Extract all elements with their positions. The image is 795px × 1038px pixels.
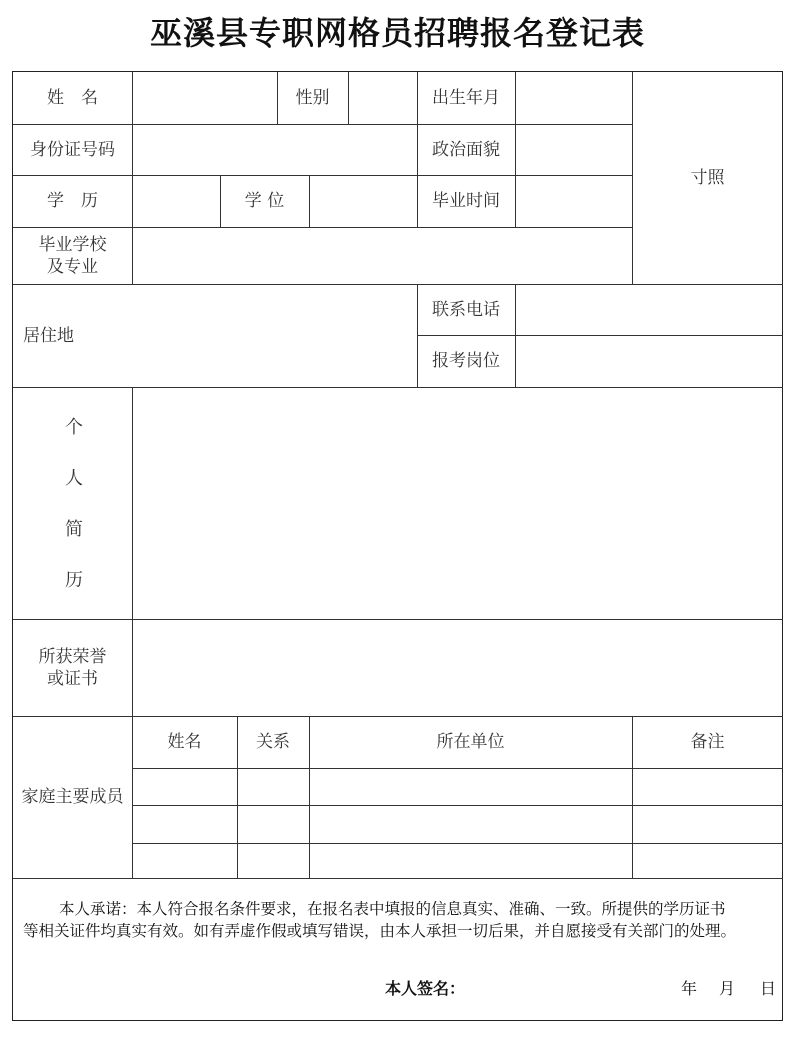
- date-month: 月: [719, 979, 736, 998]
- family-relation-cell-2[interactable]: [238, 806, 308, 843]
- family-remarks-cell-2[interactable]: [633, 806, 782, 843]
- label-birth: 出生年月: [432, 88, 500, 108]
- id-number-field[interactable]: [133, 125, 416, 174]
- gender-field[interactable]: [349, 73, 416, 123]
- label-phone: 联系电话: [432, 299, 500, 320]
- signature-field[interactable]: [475, 974, 655, 1004]
- form-title: 巫溪县专职网格员招聘报名登记表: [149, 14, 645, 52]
- family-name-cell-3[interactable]: [133, 844, 236, 878]
- label-resume-char-4: 历: [65, 570, 83, 591]
- family-name-cell-1[interactable]: [133, 769, 236, 805]
- family-remarks-cell-3[interactable]: [633, 844, 782, 878]
- phone-field[interactable]: [516, 285, 782, 334]
- name-field[interactable]: [133, 73, 276, 123]
- family-employer-cell-2[interactable]: [310, 806, 631, 843]
- family-header-name: 姓名: [167, 732, 202, 752]
- label-school-major: [13, 227, 132, 284]
- honors-field[interactable]: [133, 620, 782, 715]
- registration-form: [12, 71, 783, 1021]
- pledge-text: [23, 898, 783, 942]
- family-employer-cell-1[interactable]: [310, 769, 631, 805]
- birth-field[interactable]: [516, 73, 631, 123]
- label-resume-char-2: 人: [65, 468, 83, 489]
- school-major-field[interactable]: [133, 228, 631, 283]
- label-resume-char-3: 简: [65, 519, 83, 540]
- political-status-field[interactable]: [516, 125, 631, 174]
- graduation-time-field[interactable]: [516, 176, 631, 226]
- date-day: 日: [760, 979, 777, 998]
- label-id-number: 身份证号码: [30, 139, 115, 160]
- row-line-12: [13, 878, 783, 879]
- label-family: 家庭主要成员: [21, 787, 124, 807]
- label-gender: 性别: [295, 88, 330, 108]
- label-graduation-time: 毕业时间: [432, 191, 500, 211]
- label-honors: [13, 619, 132, 716]
- position-field[interactable]: [516, 336, 782, 386]
- label-residence: 居住地: [23, 325, 74, 346]
- label-honors-line1: 所获荣誉: [38, 646, 107, 667]
- signature-label: 本人签名：: [385, 979, 466, 998]
- label-photo: 寸照: [690, 168, 725, 188]
- pledge-line-1: 本人承诺：本人符合报名条件要求，在报名表中填报的信息真实、准确、一致。所提供的学历证书: [59, 900, 726, 918]
- label-education: 学 历: [47, 191, 98, 211]
- family-relation-cell-3[interactable]: [238, 844, 308, 878]
- label-school-major-line2: 及专业: [47, 256, 98, 277]
- degree-field[interactable]: [310, 176, 416, 226]
- label-political-status: 政治面貌: [432, 139, 500, 160]
- education-field[interactable]: [133, 176, 219, 226]
- family-name-cell-2[interactable]: [133, 806, 236, 843]
- label-position: 报考岗位: [432, 351, 500, 371]
- resume-field[interactable]: [133, 388, 782, 618]
- family-header-remarks: 备注: [690, 732, 725, 752]
- family-employer-cell-3[interactable]: [310, 844, 631, 878]
- label-degree: 学 位: [244, 191, 285, 211]
- label-name: 姓 名: [47, 88, 98, 108]
- label-school-major-line1: 毕业学校: [38, 234, 107, 255]
- family-relation-cell-1[interactable]: [238, 769, 308, 805]
- family-header-relation: 关系: [256, 732, 290, 752]
- label-resume-char-1: 个: [65, 417, 83, 438]
- label-honors-line2: 或证书: [47, 668, 98, 689]
- pledge-line-2: 等相关证件均真实有效。如有弄虚作假或填写错误，由本人承担一切后果，并自愿接受有关部门的处理。: [23, 922, 737, 940]
- date-year: 年: [681, 979, 698, 998]
- family-remarks-cell-1[interactable]: [633, 769, 782, 805]
- family-header-employer: 所在单位: [436, 732, 505, 752]
